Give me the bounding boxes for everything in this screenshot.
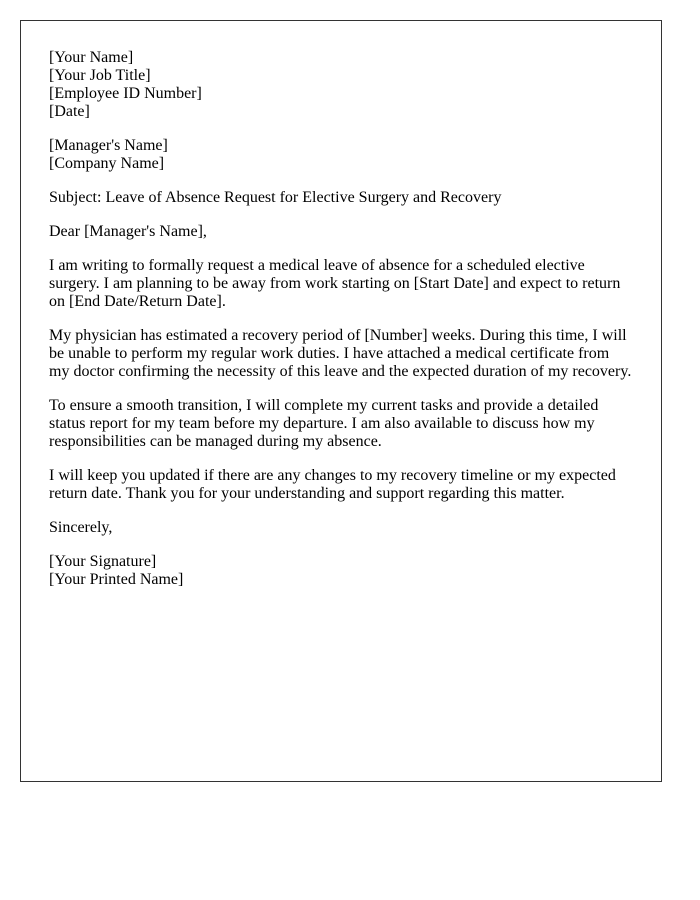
body-paragraph: I am writing to formally request a medical leave of absence for a scheduled elective surgery. I am planning to be away from work starting on [Start Date] and expect to return on [End Date/Return Date]. xyxy=(49,257,621,310)
body-paragraph: I will keep you updated if there are any changes to my recovery timeline or my expected return date. Thank you for your understanding and support regarding this matter. xyxy=(49,467,616,502)
company-name: [Company Name] xyxy=(49,155,165,172)
letter xyxy=(20,20,662,782)
body-paragraph: My physician has estimated a recovery period of [Number] weeks. During this time, I will be unable to perform my regular work duties. I have attached a medical certificate from my doctor confirming the necessity of this leave and the expected duration of my recovery. xyxy=(49,327,632,380)
printed-name: [Your Printed Name] xyxy=(49,571,184,588)
closing: Sincerely, xyxy=(49,519,113,536)
salutation: Dear [Manager's Name], xyxy=(49,223,207,240)
sender-job-title: [Your Job Title] xyxy=(49,67,151,84)
sender-employee-id: [Employee ID Number] xyxy=(49,85,202,102)
sender-name: [Your Name] xyxy=(49,49,134,66)
signature: [Your Signature] xyxy=(49,553,157,570)
body-paragraph: To ensure a smooth transition, I will complete my current tasks and provide a detailed status report for my team before my departure. I am also available to discuss how my responsibilities can be managed during my absence. xyxy=(49,397,599,450)
subject-line: Subject: Leave of Absence Request for Elective Surgery and Recovery xyxy=(49,189,502,206)
recipient-block xyxy=(49,137,633,173)
letter-date: [Date] xyxy=(49,103,90,120)
manager-name: [Manager's Name] xyxy=(49,137,168,154)
sender-block xyxy=(49,49,633,121)
signature-block xyxy=(49,553,633,589)
